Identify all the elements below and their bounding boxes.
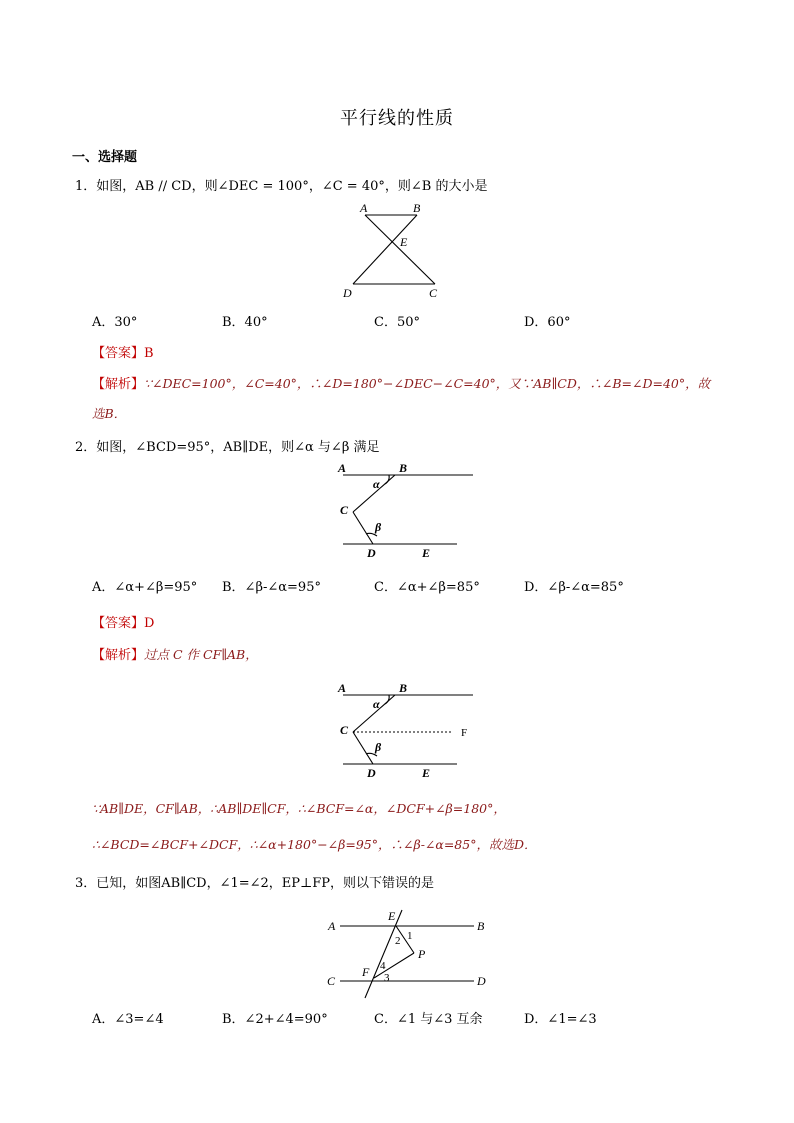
- q1-label-D: D: [343, 286, 352, 300]
- q2-option-b: B．∠β-∠α=95°: [222, 580, 321, 595]
- q3-label-2: 2: [395, 935, 401, 947]
- q3-label-1: 1: [407, 930, 413, 942]
- q2-answer: 【答案】D: [92, 616, 155, 631]
- q3-label-F: F: [362, 965, 370, 979]
- q2s-label-D: D: [367, 766, 376, 780]
- question-2-solution-figure: [335, 680, 485, 782]
- q2-label-beta: β: [375, 520, 382, 534]
- q3-label-D: D: [477, 974, 486, 988]
- q3-label-B: B: [477, 919, 485, 933]
- q2s-label-C: C: [340, 723, 349, 737]
- q1-label-C: C: [429, 286, 438, 300]
- q1-option-a: A．30°: [92, 315, 138, 330]
- q1-option-c: C．50°: [374, 315, 420, 330]
- q2-label-B: B: [399, 461, 408, 475]
- q2s-label-alpha: α: [373, 697, 380, 711]
- question-2-stem: 2．如图，∠BCD=95°，AB∥DE，则∠α 与∠β 满足: [75, 440, 380, 455]
- q1-option-b: B．40°: [222, 315, 268, 330]
- q3-label-4: 4: [380, 960, 386, 972]
- q2-analysis-line2: ∵AB∥DE，CF∥AB，∴AB∥DE∥CF，∴∠BCF=∠α，∠DCF+∠β=180°，: [92, 801, 506, 816]
- question-3-stem: 3．已知，如图AB∥CD，∠1=∠2，EP⊥FP，则以下错误的是: [75, 876, 435, 891]
- q3-label-E: E: [388, 909, 396, 923]
- q2-option-a: A．∠α+∠β=95°: [92, 580, 198, 595]
- q2s-label-E: E: [422, 766, 431, 780]
- q2-label-alpha: α: [373, 477, 380, 491]
- q2s-label-B: B: [399, 681, 408, 695]
- q2-option-c: C．∠α+∠β=85°: [374, 580, 480, 595]
- q3-option-c: C．∠1 与∠3 互余: [374, 1012, 483, 1027]
- q1-analysis-label: 【解析】: [92, 377, 145, 392]
- q3-label-C: C: [327, 974, 336, 988]
- q1-label-B: B: [413, 201, 421, 215]
- q1-analysis-cont: 选B．: [92, 406, 127, 421]
- q1-answer: 【答案】B: [92, 346, 154, 361]
- q3-label-3: 3: [384, 972, 390, 984]
- q2-label-A: A: [338, 461, 347, 475]
- question-1-figure: [335, 198, 450, 303]
- q3-option-b: B．∠2+∠4=90°: [222, 1012, 328, 1027]
- section-heading: 一、选择题: [72, 150, 138, 165]
- q2-analysis-label: 【解析】: [92, 648, 145, 663]
- q2s-label-A: A: [338, 681, 347, 695]
- q2-label-C: C: [340, 503, 349, 517]
- q1-analysis-text: ∵∠DEC=100°，∠C=40°，∴∠D=180°−∠DEC−∠C=40°，又∵AB∥CD，∴∠B=∠D=40°，故: [144, 376, 711, 391]
- q2-analysis: [92, 644, 258, 663]
- q2-option-d: D．∠β-∠α=85°: [524, 580, 624, 595]
- q2-analysis-text: 过点 C 作 CF∥AB，: [144, 647, 258, 662]
- q1-label-E: E: [400, 235, 408, 249]
- page-title: 平行线的性质: [340, 108, 454, 129]
- q2s-label-F: F: [461, 727, 468, 739]
- q3-label-P: P: [418, 947, 426, 961]
- q1-label-A: A: [360, 201, 368, 215]
- q1-analysis: [92, 373, 710, 392]
- q3-label-A: A: [328, 919, 336, 933]
- q3-option-a: A．∠3=∠4: [92, 1012, 164, 1027]
- q2-label-D: D: [367, 546, 376, 560]
- question-3-figure: [322, 898, 497, 1000]
- q3-option-d: D．∠1=∠3: [524, 1012, 597, 1027]
- q1-option-d: D．60°: [524, 315, 571, 330]
- q2-analysis-line3: ∴∠BCD=∠BCF+∠DCF，∴∠α+180°−∠β=95°，∴∠β-∠α=85°，故选D．: [92, 837, 537, 852]
- question-1-stem: 1．如图，AB // CD，则∠DEC = 100°，∠C = 40°，则∠B 的大小是: [75, 179, 488, 194]
- question-2-figure: [335, 460, 480, 562]
- q2s-label-beta: β: [375, 740, 382, 754]
- q2-label-E: E: [422, 546, 431, 560]
